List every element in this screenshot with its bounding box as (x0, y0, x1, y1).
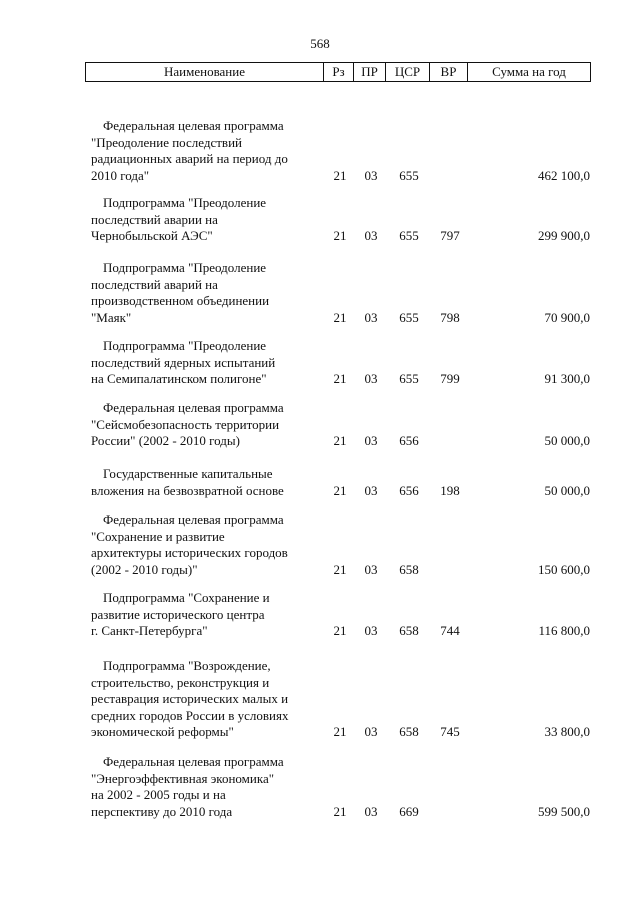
row-rz: 21 (333, 433, 347, 448)
row-name-line: Подпрограмма "Преодоление (103, 338, 267, 353)
row-name-line: архитектуры исторических городов (91, 545, 288, 560)
row-vr: 798 (440, 309, 460, 325)
row-pr: 03 (364, 724, 378, 739)
row-name-line: (2002 - 2010 годы)" (91, 561, 198, 577)
row-name-line: последствий ядерных испытаний (91, 354, 276, 370)
row-sum: 462 100,0 (538, 167, 590, 183)
row-vr: 744 (440, 623, 460, 638)
row-name (85, 590, 325, 640)
row-name (85, 658, 325, 741)
row-name-line: на 2002 - 2005 годы и на (91, 787, 226, 802)
row-name (85, 118, 325, 184)
table-row (85, 195, 591, 245)
row-vr: 797 (440, 228, 460, 243)
row-name-line: Федеральная целевая программа (103, 512, 284, 527)
table-row (85, 338, 591, 388)
row-name (85, 754, 325, 820)
row-rz: 21 (333, 167, 347, 183)
row-sum: 299 900,0 (538, 228, 590, 243)
header-csr: ЦСР (386, 63, 430, 81)
row-name-line: последствий аварий на (91, 276, 218, 292)
row-rz: 21 (333, 561, 347, 577)
row-name (85, 260, 325, 326)
row-name-line: вложения на безвозвратной основе (91, 482, 284, 498)
table-row (85, 512, 591, 578)
row-name-line: "Сейсмобезопасность территории (91, 416, 280, 432)
table-row (85, 754, 591, 820)
row-name-line: развитие исторического центра (91, 606, 265, 622)
row-name-line: Федеральная целевая программа (103, 754, 284, 769)
row-rz: 21 (333, 309, 347, 325)
row-name-line: экономической реформы" (91, 724, 234, 739)
header-sum: Сумма на год (492, 64, 566, 79)
row-name (85, 338, 325, 388)
row-pr: 03 (364, 228, 378, 243)
row-csr: 655 (399, 167, 419, 183)
row-csr: 669 (399, 803, 419, 819)
table-row (85, 400, 591, 450)
row-name-line: последствий аварии на (91, 211, 218, 227)
row-sum: 91 300,0 (544, 371, 590, 386)
row-name-line: 2010 года" (91, 167, 150, 183)
table-row (85, 260, 591, 326)
table-header (85, 62, 591, 82)
header-pr: ПР (354, 63, 386, 81)
row-rz: 21 (333, 803, 347, 819)
row-vr: 799 (440, 371, 460, 386)
row-name-line: Подпрограмма "Преодоление (103, 260, 267, 275)
table-row (85, 118, 591, 184)
row-name (85, 195, 325, 245)
row-name-line: Федеральная целевая программа (103, 400, 284, 415)
row-sum: 50 000,0 (544, 482, 590, 498)
table-row (85, 658, 591, 741)
header-vr: ВР (430, 63, 468, 81)
row-name-line: России" (2002 - 2010 годы) (91, 433, 240, 448)
row-name-line: "Энергоэффективная экономика" (91, 770, 275, 786)
row-name-line: реставрация исторических малых и (91, 691, 289, 706)
row-pr: 03 (364, 803, 378, 819)
row-name (85, 512, 325, 578)
row-name-line: перспективу до 2010 года (91, 803, 233, 819)
row-name-line: Подпрограмма "Возрождение, (103, 658, 271, 673)
row-name-line: производственном объединении (91, 293, 270, 308)
row-name-line: на Семипалатинском полигоне" (91, 371, 267, 386)
table-row (85, 466, 591, 499)
page-number: 568 (310, 36, 330, 51)
row-pr: 03 (364, 371, 378, 386)
header-rz: Рз (324, 63, 354, 81)
row-name (85, 466, 325, 499)
row-name-line: Подпрограмма "Сохранение и (103, 590, 270, 605)
row-name-line: "Маяк" (91, 309, 132, 325)
row-rz: 21 (333, 228, 347, 243)
row-sum: 70 900,0 (544, 309, 590, 325)
row-csr: 655 (399, 309, 419, 325)
row-name-line: радиационных аварий на период до (91, 151, 288, 166)
row-sum: 150 600,0 (538, 561, 590, 577)
row-csr: 658 (399, 561, 419, 577)
row-name-line: Чернобыльской АЭС" (91, 228, 213, 243)
row-sum: 50 000,0 (544, 433, 590, 448)
row-name-line: Государственные капитальные (103, 466, 273, 481)
header-name: Наименование (86, 63, 324, 81)
row-csr: 655 (399, 371, 419, 386)
row-name (85, 400, 325, 450)
row-sum: 116 800,0 (538, 623, 590, 638)
table-row (85, 590, 591, 640)
row-rz: 21 (333, 371, 347, 386)
row-name-line: Подпрограмма "Преодоление (103, 195, 267, 210)
row-pr: 03 (364, 433, 378, 448)
row-csr: 658 (399, 724, 419, 739)
row-pr: 03 (364, 482, 378, 498)
row-csr: 655 (399, 228, 419, 243)
row-rz: 21 (333, 724, 347, 739)
row-name-line: "Сохранение и развитие (91, 528, 225, 544)
row-pr: 03 (364, 561, 378, 577)
row-csr: 656 (399, 482, 419, 498)
row-sum: 33 800,0 (544, 724, 590, 739)
row-name-line: г. Санкт-Петербурга" (91, 623, 208, 638)
row-vr: 745 (440, 724, 460, 739)
row-name-line: "Преодоление последствий (91, 134, 242, 150)
row-rz: 21 (333, 482, 347, 498)
row-pr: 03 (364, 623, 378, 638)
row-name-line: средних городов России в условиях (91, 707, 289, 723)
row-name-line: строительство, реконструкция и (91, 674, 270, 690)
row-sum: 599 500,0 (538, 803, 590, 819)
row-csr: 656 (399, 433, 419, 448)
row-vr: 198 (440, 482, 460, 498)
row-rz: 21 (333, 623, 347, 638)
row-name-line: Федеральная целевая программа (103, 118, 284, 133)
row-pr: 03 (364, 167, 378, 183)
row-csr: 658 (399, 623, 419, 638)
row-pr: 03 (364, 309, 378, 325)
